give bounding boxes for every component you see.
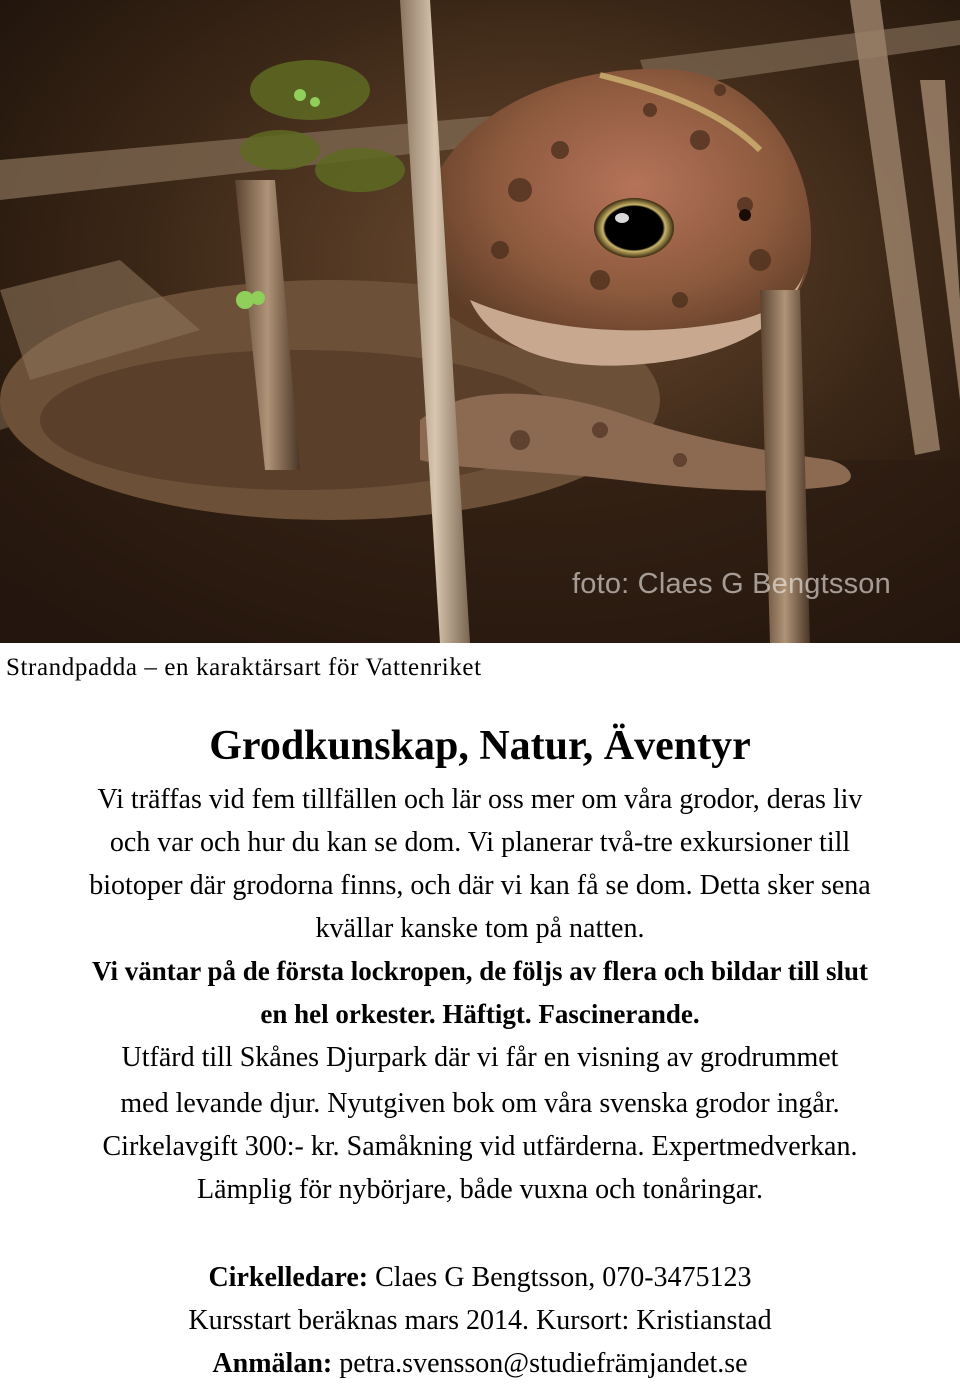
intro-line: Vi träffas vid fem tillfällen och lär oss mer om våra grodor, deras liv bbox=[97, 784, 863, 815]
intro-line: biotoper där grodorna finns, och där vi kan få se dom. Detta sker sena bbox=[89, 870, 871, 901]
detail-line: Utfärd till Skånes Djurpark där vi får en visning av grodrummet bbox=[121, 1042, 839, 1073]
course-leader bbox=[0, 1262, 960, 1294]
course-info: Kursstart beräknas mars 2014. Kursort: Kristianstad bbox=[188, 1305, 772, 1336]
signup-info bbox=[0, 1348, 960, 1380]
photo-credit: foto: Claes G Bengtsson bbox=[572, 568, 891, 600]
detail-line: Lämplig för nybörjare, både vuxna och tonåringar. bbox=[196, 1174, 764, 1205]
page-title: Grodkunskap, Natur, Äventyr bbox=[209, 723, 751, 769]
course-leader-label: Cirkelledare: bbox=[208, 1262, 369, 1293]
highlight-line: en hel orkester. Häftigt. Fascinerande. bbox=[260, 999, 700, 1029]
intro-line: och var och hur du kan se dom. Vi planerar två-tre exkursioner till bbox=[109, 827, 851, 858]
signup-label: Anmälan: bbox=[212, 1348, 333, 1379]
highlight-line: Vi väntar på de första lockropen, de följs av flera och bildar till slut bbox=[92, 956, 868, 986]
toad-photo-icon bbox=[0, 0, 960, 643]
photo-caption: Strandpadda – en karaktärsart för Vattenriket bbox=[6, 654, 482, 681]
toad-photo bbox=[0, 0, 960, 643]
detail-line: med levande djur. Nyutgiven bok om våra svenska grodor ingår. bbox=[120, 1088, 840, 1119]
signup-email[interactable]: petra.svensson@studiefrämjandet.se bbox=[332, 1348, 748, 1379]
intro-line: kvällar kanske tom på natten. bbox=[315, 913, 645, 944]
detail-line: Cirkelavgift 300:- kr. Samåkning vid utfärderna. Expertmedverkan. bbox=[102, 1131, 858, 1162]
course-leader-value: Claes G Bengtsson, 070-3475123 bbox=[368, 1262, 752, 1293]
